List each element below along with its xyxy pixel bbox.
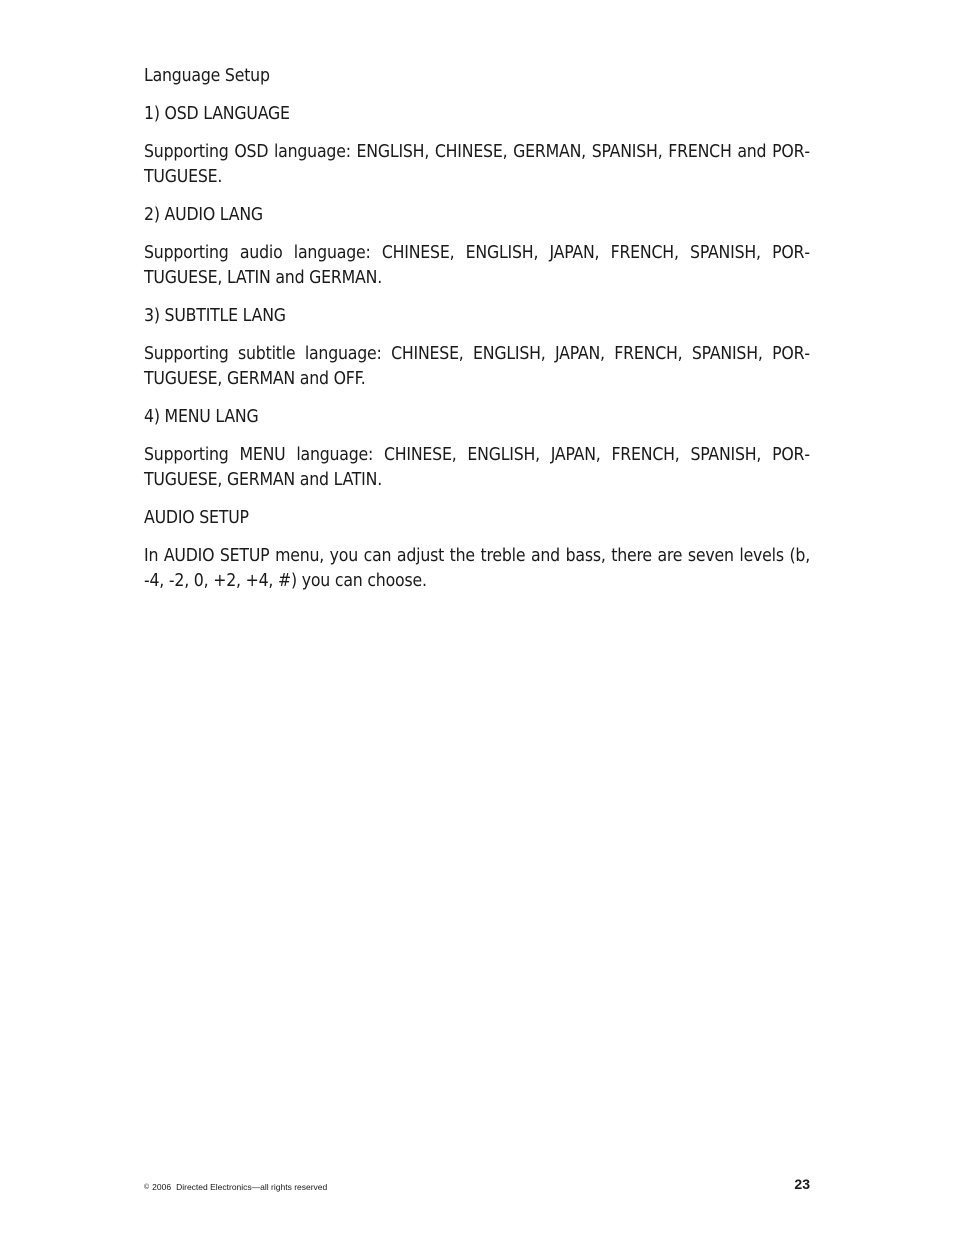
copyright-footer [144,1181,327,1194]
menu-lang-description: Supporting MENU language: CHINESE, ENGLISH, JAPAN, FRENCH, SPANISH, PORTUGUESE, GERMAN and LATIN. [144,445,810,490]
audio-setup-heading: AUDIO SETUP [144,508,249,528]
copyright-symbol: © [144,1184,150,1191]
audio-lang-description: Supporting audio language: CHINESE, ENGLISH, JAPAN, FRENCH, SPANISH, PORTUGUESE, LATIN and GERMAN. [144,243,810,288]
osd-language-description: Supporting OSD language: ENGLISH, CHINESE, GERMAN, SPANISH, FRENCH and PORTUGUESE. [144,142,810,187]
page-number: 23 [794,1176,810,1192]
menu-lang-heading: 4) MENU LANG [144,407,259,427]
page-content [144,64,810,607]
audio-setup-description: In AUDIO SETUP menu, you can adjust the treble and bass, there are seven levels (b, -4, -2, 0, +2, +4, #) you can choose. [144,546,810,591]
subtitle-lang-description: Supporting subtitle language: CHINESE, ENGLISH, JAPAN, FRENCH, SPANISH, PORTUGUESE, GERMAN and OFF. [144,344,810,389]
audio-lang-heading: 2) AUDIO LANG [144,205,263,225]
subtitle-lang-heading: 3) SUBTITLE LANG [144,306,286,326]
osd-language-heading: 1) OSD LANGUAGE [144,104,290,124]
copyright-year: 2006 [152,1182,172,1192]
copyright-notice: Directed Electronics—all rights reserved [176,1182,328,1192]
language-setup-heading: Language Setup [144,66,270,86]
